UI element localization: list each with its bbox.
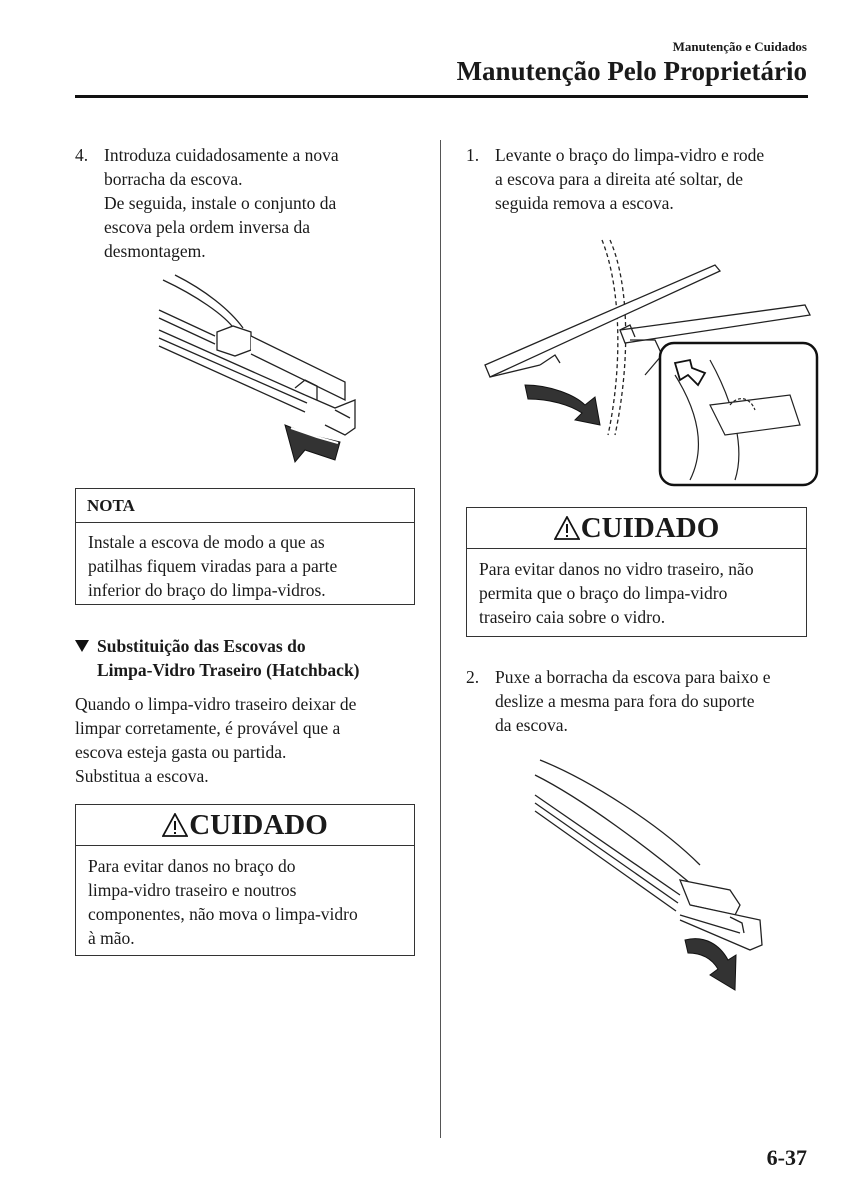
step-line: De seguida, instale o conjunto da: [104, 193, 337, 213]
caution-heading-text: CUIDADO: [189, 809, 328, 841]
caution-line: traseiro caia sobre o vidro.: [479, 607, 666, 627]
caution-line: Para evitar danos no vidro traseiro, não: [479, 559, 754, 579]
pull-down-arrow-icon: [685, 939, 736, 990]
step-line: borracha da escova.: [104, 169, 243, 189]
note-heading: NOTA: [76, 489, 414, 523]
rubber-removal-illustration: [530, 755, 780, 1000]
note-line: patilhas fiquem viradas para a parte: [88, 556, 338, 576]
section-label: Manutenção e Cuidados: [672, 39, 807, 54]
step-line: seguida remova a escova.: [495, 193, 674, 213]
caution-line: componentes, não mova o limpa-vidro: [88, 904, 358, 924]
warning-triangle-icon: [162, 813, 188, 837]
step-line: Levante o braço do limpa-vidro e rode: [495, 145, 765, 165]
paragraph-line: Quando o limpa-vidro traseiro deixar de: [75, 694, 357, 714]
step-line: a escova para a direita até soltar, de: [495, 169, 744, 189]
page-number: 6-37: [766, 1145, 807, 1170]
note-content: [76, 523, 414, 609]
triangle-marker-icon: [75, 640, 89, 652]
blade-install-illustration: [155, 270, 370, 470]
step-line: deslize a mesma para fora do suporte: [495, 691, 755, 711]
step-number: 1.: [466, 145, 480, 165]
step-line: Introduza cuidadosamente a nova: [104, 145, 339, 165]
subsection-heading: [75, 634, 420, 684]
step-2: [466, 665, 811, 740]
caution-box-glass: [466, 507, 807, 637]
header-rule: [75, 95, 808, 98]
paragraph-line: escova esteja gasta ou partida.: [75, 742, 287, 762]
subsection-title-line: Limpa-Vidro Traseiro (Hatchback): [97, 660, 360, 680]
note-line: Instale a escova de modo a que as: [88, 532, 325, 552]
caution-line: à mão.: [88, 928, 135, 948]
step-text: [495, 143, 764, 215]
subsection-title-line: Substituição das Escovas do: [97, 636, 306, 656]
warning-triangle-icon: [554, 516, 580, 540]
step-text: [495, 665, 771, 737]
rotate-arrow-icon: [525, 385, 600, 425]
push-arrow-icon: [285, 425, 340, 462]
caution-content: [467, 549, 806, 636]
step-number: 4.: [75, 145, 89, 165]
detail-inset: [645, 343, 817, 485]
caution-line: limpa-vidro traseiro e noutros: [88, 880, 297, 900]
caution-heading-text: CUIDADO: [580, 512, 720, 544]
step-number: 2.: [466, 667, 480, 687]
step-4: [75, 143, 415, 268]
page-title: Manutenção Pelo Proprietário: [456, 56, 807, 86]
column-divider: [440, 140, 441, 1138]
step-1: [466, 143, 811, 218]
intro-paragraph: [75, 692, 420, 788]
caution-line: permita que o braço do limpa-vidro: [479, 583, 728, 603]
paragraph-line: Substitua a escova.: [75, 766, 209, 786]
paragraph-line: limpar corretamente, é provável que a: [75, 718, 341, 738]
caution-heading: [76, 805, 414, 846]
wiper-removal-illustration: [480, 235, 820, 490]
step-line: escova pela ordem inversa da: [104, 217, 311, 237]
step-text: [104, 143, 339, 263]
step-line: Puxe a borracha da escova para baixo e: [495, 667, 771, 687]
step-line: desmontagem.: [104, 241, 206, 261]
caution-heading: [467, 508, 806, 549]
step-line: da escova.: [495, 715, 568, 735]
caution-line: Para evitar danos no braço do: [88, 856, 296, 876]
note-line: inferior do braço do limpa-vidros.: [88, 580, 326, 600]
note-box: [75, 488, 415, 605]
caution-box-arm: [75, 804, 415, 956]
caution-content: [76, 846, 414, 957]
